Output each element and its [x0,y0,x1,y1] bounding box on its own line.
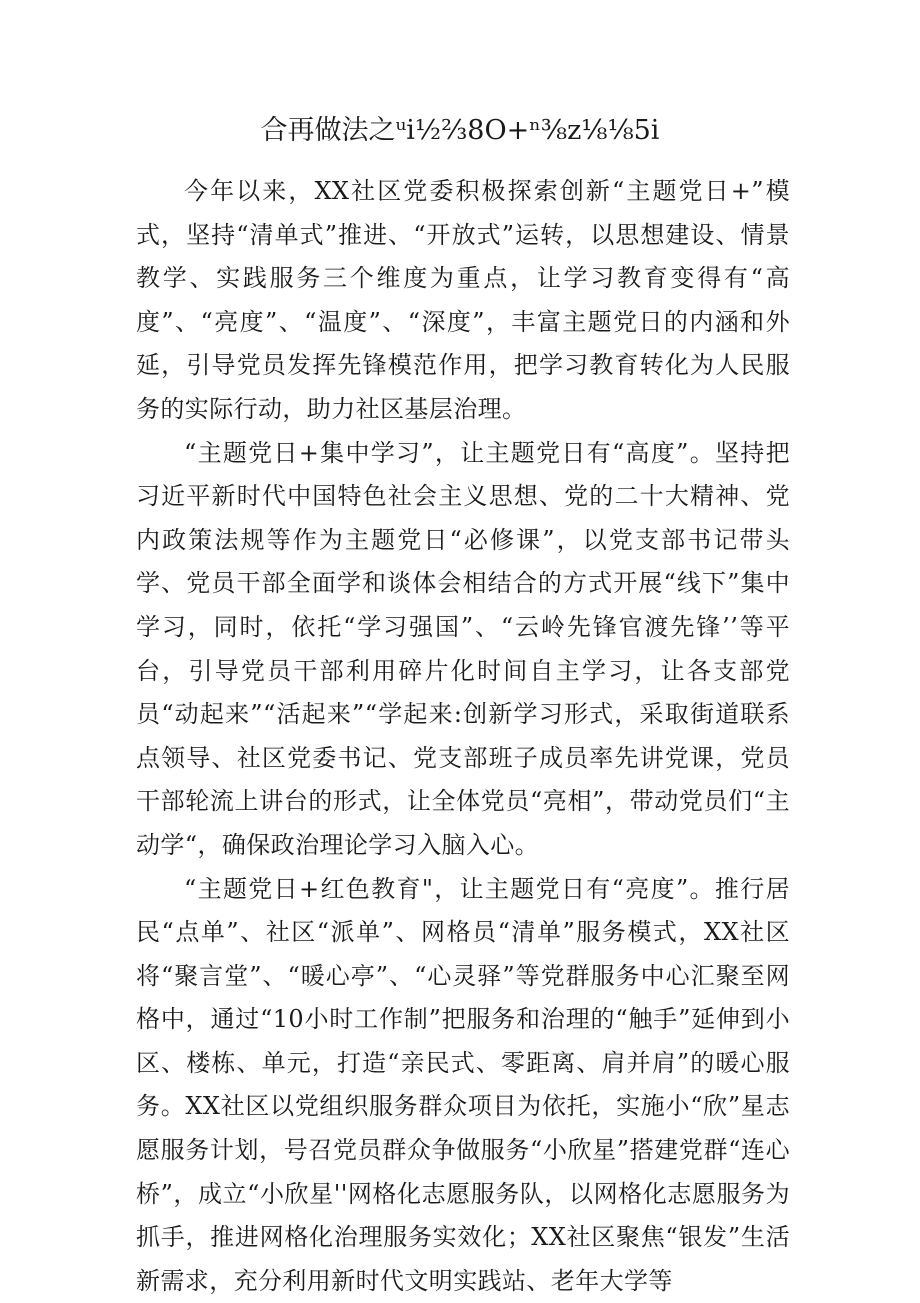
paragraph-red-education: “主题党日+红色教育"，让主题党日有“亮度”。推行居民“点单”、社区“派单”、网格员“清单”服务模式，XX社区将“聚言堂”、“暖心亭”、“心灵驿”等党群服务中心汇聚至网格中，通过“10小时工作制”把服务和治理的“触手”延伸到小区、楼栋、单元，打造“亲民式、零距离、肩并肩”的暖心服务。XX社区以党组织服务群众项目为依托，实施小“欣”星志愿服务计划，号召党员群众争做服务“小欣星”搭建党群“连心桥”，成立“小欣星''网格化志愿服务队，以网格化志愿服务为抓手，推进网格化治理服务实效化；XX社区聚焦“银发”生活新需求，充分利用新时代文明实践站、老年大学等 [136,868,790,1303]
paragraph-centralized-study: “主题党日+集中学习”，让主题党日有“高度”。坚持把习近平新时代中国特色社会主义思想、党的二十大精神、党内政策法规等作为主题党日“必修课”，以党支部书记带头学、党员干部全面学和谈体会相结合的方式开展“线下”集中学习，同时，依托“学习强国”、“云岭先锋官渡先锋’’等平台，引导党员干部利用碎片化时间自主学习，让各支部党员“动起来”“活起来”“学起来:创新学习形式，采取街道联系点领导、社区党委书记、党支部班子成员率先讲党课，党员干部轮流上讲台的形式，让全体党员“亮相”，带动党员们“主动学“，确保政治理论学习入脑入心。 [136,432,790,868]
document-title: 合再做法之ᵘi½⅔8O+ⁿ⅜z⅛⅛5i [0,113,920,149]
paragraph-intro: 今年以来，XX社区党委积极探索创新“主题党日+”模式，坚持“清单式”推进、“开放式”运转，以思想建设、情景教学、实践服务三个维度为重点，让学习教育变得有“高度”、“亮度”、“温度”、“深度”，丰富主题党日的内涵和外延，引导党员发挥先锋模范作用，把学习教育转化为人民服务的实际行动，助力社区基层治理。 [136,170,790,432]
document-body [136,170,790,1303]
